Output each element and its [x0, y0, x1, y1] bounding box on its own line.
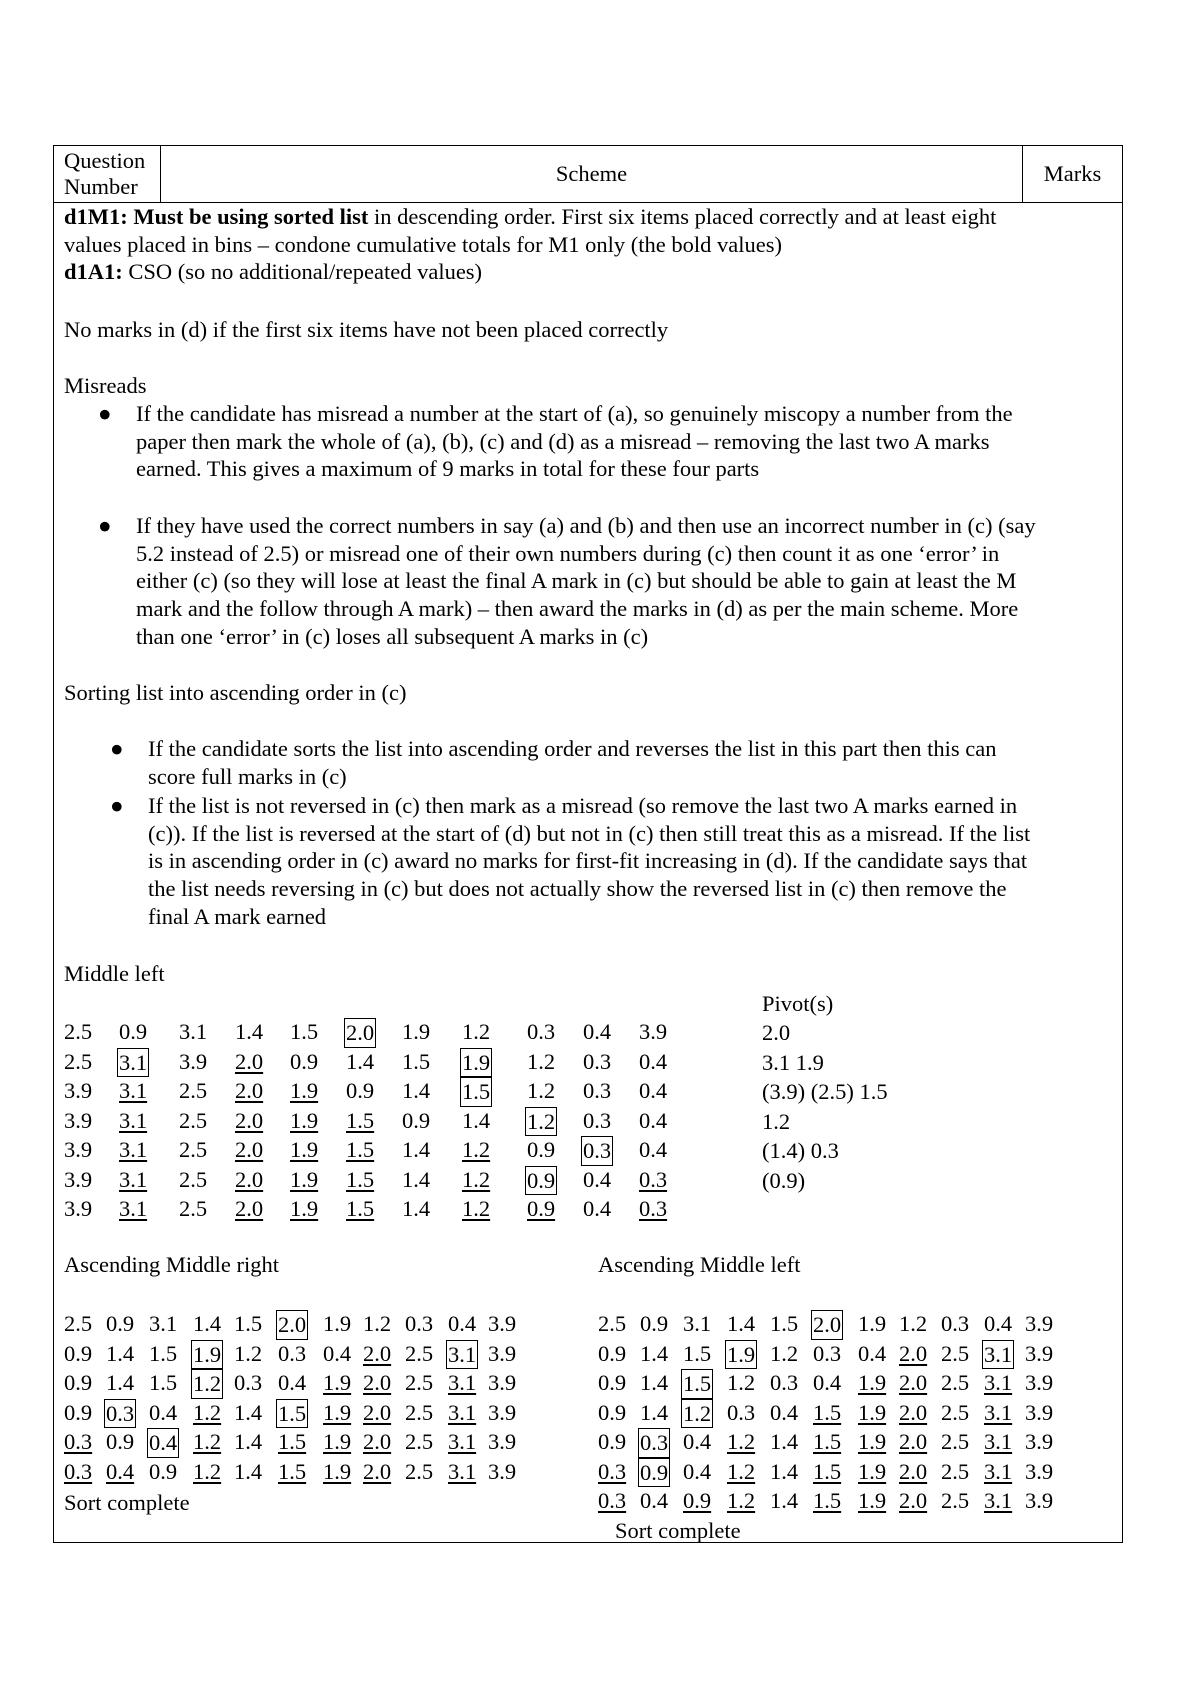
list-value: 1.4	[234, 1458, 263, 1484]
pivot-value-boxed: 1.9	[191, 1340, 223, 1370]
d1m1-bold: Must be using sorted list	[133, 204, 369, 229]
placed-value-underlined: 3.1	[984, 1370, 1013, 1395]
placed-value-underlined: 0.3	[64, 1458, 93, 1484]
placed-value-underlined: 2.0	[899, 1429, 928, 1454]
question-header-line1: Question	[64, 148, 146, 173]
sorting-b2-line4: the list needs reversing in (c) but does not actually show the reversed list in (c) then remove the	[148, 876, 1007, 902]
placed-value-underlined: 2.0	[363, 1429, 392, 1454]
list-value: 1.4	[462, 1107, 491, 1133]
placed-value-underlined: 1.9	[323, 1458, 352, 1484]
list-value: 3.9	[488, 1370, 517, 1395]
placed-value-underlined: 3.1	[448, 1370, 477, 1395]
list-value: 0.3	[278, 1340, 307, 1366]
list-value: 1.9	[858, 1311, 887, 1336]
pivot-value-boxed: 1.2	[525, 1107, 557, 1137]
list-value: 2.5	[941, 1488, 970, 1513]
placed-value-underlined: 1.5	[813, 1488, 842, 1513]
list-value: 1.4	[234, 1399, 263, 1425]
pivot-value-boxed: 0.9	[638, 1458, 670, 1488]
list-value: 1.4	[106, 1370, 135, 1395]
pivot-row: 1.2	[762, 1108, 791, 1134]
list-value: 1.4	[402, 1196, 431, 1221]
bullet-icon: ●	[98, 401, 112, 426]
marks-header: Marks	[1043, 161, 1102, 186]
list-value: 0.4	[639, 1107, 668, 1133]
pivot-value-boxed: 3.1	[446, 1340, 478, 1370]
list-value: 2.5	[405, 1370, 434, 1395]
list-value: 2.5	[941, 1340, 970, 1366]
list-value: 3.9	[1025, 1311, 1054, 1336]
list-value: 3.9	[488, 1340, 517, 1366]
sorting-title: Sorting list into ascending order in (c)	[64, 680, 407, 705]
placed-value-underlined: 1.5	[346, 1107, 375, 1133]
list-value: 0.9	[106, 1311, 135, 1336]
placed-value-underlined: 1.9	[290, 1107, 319, 1133]
d1a1-text: CSO (so no additional/repeated values)	[122, 259, 483, 285]
list-value: 2.5	[64, 1019, 93, 1044]
list-value: 2.5	[179, 1078, 208, 1103]
placed-value-underlined: 1.9	[290, 1078, 319, 1103]
list-value: 1.4	[640, 1399, 669, 1425]
list-value: 0.4	[583, 1196, 612, 1221]
pivot-value-boxed: 3.1	[982, 1340, 1014, 1370]
asc-right-complete: Sort complete	[64, 1490, 190, 1515]
placed-value-underlined: 2.0	[363, 1370, 392, 1395]
placed-value-underlined: 2.0	[899, 1340, 928, 1366]
list-value: 3.9	[64, 1137, 93, 1162]
placed-value-underlined: 3.1	[119, 1078, 148, 1103]
list-value: 1.4	[770, 1458, 799, 1484]
placed-value-underlined: 2.0	[899, 1458, 928, 1484]
list-value: 1.2	[727, 1370, 756, 1395]
list-value: 3.9	[639, 1019, 668, 1044]
list-value: 3.9	[64, 1107, 93, 1133]
placed-value-underlined: 2.0	[235, 1048, 264, 1074]
placed-value-underlined: 1.5	[813, 1458, 842, 1484]
placed-value-underlined: 0.3	[598, 1488, 627, 1513]
list-value: 1.4	[402, 1137, 431, 1162]
placed-value-underlined: 3.1	[119, 1166, 148, 1192]
placed-value-underlined: 1.5	[813, 1429, 842, 1454]
bullet-icon: ●	[98, 513, 112, 538]
misreads-b1-line1: If the candidate has misread a number at the start of (a), so genuinely miscopy a number from the	[136, 401, 1013, 426]
placed-value-underlined: 2.0	[235, 1196, 264, 1221]
list-value: 3.9	[179, 1048, 208, 1074]
list-value: 2.5	[405, 1429, 434, 1454]
placed-value-underlined: 0.3	[639, 1196, 668, 1221]
list-value: 1.4	[640, 1370, 669, 1395]
list-value: 2.5	[64, 1048, 93, 1074]
placed-value-underlined: 3.1	[984, 1458, 1013, 1484]
list-value: 2.5	[405, 1458, 434, 1484]
list-value: 1.4	[346, 1048, 375, 1074]
pivot-value-boxed: 2.0	[276, 1310, 308, 1340]
list-value: 1.5	[402, 1048, 431, 1074]
list-value: 0.9	[64, 1370, 93, 1395]
list-value: 0.3	[527, 1019, 556, 1044]
d1m1-line2: values placed in bins – condone cumulative totals for M1 only (the bold values)	[64, 231, 782, 257]
misreads-b2-line2: 5.2 instead of 2.5) or misread one of their own numbers during (c) then count it as one ‘error’ in	[136, 540, 1000, 566]
list-value: 1.4	[402, 1078, 431, 1103]
pivot-row: (3.9) (2.5) 1.5	[762, 1079, 888, 1104]
no-marks-note: No marks in (d) if the first six items have not been placed correctly	[64, 317, 669, 342]
list-value: 0.9	[598, 1340, 627, 1366]
list-value: 0.4	[639, 1137, 668, 1162]
pivot-value-boxed: 1.5	[460, 1077, 492, 1107]
sorting-b2-line2: (c)). If the list is reversed at the start of (d) but not in (c) then still treat this as a misread. If the list	[148, 820, 1031, 846]
list-value: 1.5	[149, 1340, 178, 1366]
table-header	[54, 146, 1122, 203]
misreads-b2-line5: than one ‘error’ in (c) loses all subsequent A marks in (c)	[136, 623, 649, 649]
list-value: 1.5	[149, 1370, 178, 1395]
list-value: 2.5	[941, 1458, 970, 1484]
list-value: 3.9	[64, 1196, 93, 1221]
list-value: 2.5	[941, 1429, 970, 1454]
list-value: 0.9	[402, 1107, 431, 1133]
list-value: 0.4	[323, 1340, 352, 1366]
list-value: 0.3	[583, 1048, 612, 1074]
placed-value-underlined: 2.0	[235, 1137, 264, 1162]
list-value: 0.3	[234, 1370, 263, 1395]
placed-value-underlined: 1.5	[346, 1137, 375, 1162]
placed-value-underlined: 0.4	[106, 1458, 135, 1484]
scheme-body	[64, 203, 1114, 286]
list-value: 0.9	[640, 1311, 669, 1336]
list-value: 1.2	[462, 1019, 491, 1044]
list-value: 1.2	[527, 1078, 556, 1103]
list-value: 0.4	[149, 1399, 178, 1425]
list-value: 0.4	[448, 1311, 477, 1336]
list-value: 1.2	[363, 1311, 392, 1336]
misreads-title: Misreads	[64, 373, 147, 398]
list-value: 0.4	[640, 1488, 669, 1513]
placed-value-underlined: 1.2	[462, 1196, 491, 1221]
pivot-row: 2.0	[762, 1020, 791, 1045]
placed-value-underlined: 3.1	[984, 1488, 1013, 1513]
placed-value-underlined: 1.2	[727, 1429, 756, 1454]
list-value: 1.2	[234, 1340, 263, 1366]
list-value: 1.5	[290, 1019, 319, 1044]
placed-value-underlined: 1.9	[290, 1166, 319, 1192]
list-value: 0.9	[149, 1458, 178, 1484]
d1m1-label: d1M1:	[64, 204, 128, 229]
placed-value-underlined: 1.9	[858, 1488, 887, 1513]
placed-value-underlined: 1.2	[193, 1399, 222, 1425]
list-value: 1.4	[770, 1429, 799, 1454]
placed-value-underlined: 1.9	[323, 1370, 352, 1395]
placed-value-underlined: 1.5	[346, 1196, 375, 1221]
list-value: 3.9	[64, 1078, 93, 1103]
placed-value-underlined: 3.1	[448, 1399, 477, 1425]
list-value: 0.4	[683, 1429, 712, 1454]
list-value: 1.9	[323, 1311, 352, 1336]
list-value: 1.5	[770, 1311, 799, 1336]
pivot-value-boxed: 2.0	[344, 1018, 376, 1048]
list-value: 0.3	[941, 1311, 970, 1336]
pivot-row: (0.9)	[762, 1167, 806, 1193]
sorting-b2-line3: is in ascending order in (c) award no marks for first-fit increasing in (d). If the candidate says that	[148, 848, 1028, 874]
asc-left-complete: Sort complete	[615, 1518, 741, 1543]
list-value: 0.9	[64, 1399, 93, 1425]
placed-value-underlined: 1.5	[278, 1458, 307, 1484]
asc-left-title: Ascending Middle left	[598, 1252, 801, 1277]
placed-value-underlined: 3.1	[984, 1399, 1013, 1425]
list-value: 1.4	[640, 1340, 669, 1366]
list-value: 0.4	[813, 1370, 842, 1395]
list-value: 0.4	[583, 1019, 612, 1044]
list-value: 2.5	[405, 1340, 434, 1366]
list-value: 0.3	[813, 1340, 842, 1366]
placed-value-underlined: 1.9	[290, 1137, 319, 1162]
list-value: 1.4	[235, 1019, 264, 1044]
placed-value-underlined: 1.5	[813, 1399, 842, 1425]
list-value: 0.9	[598, 1370, 627, 1395]
placed-value-underlined: 2.0	[363, 1458, 392, 1484]
d1m1-line1	[64, 203, 1114, 231]
pivots-list	[762, 1018, 888, 1195]
list-value: 2.5	[405, 1399, 434, 1425]
placed-value-underlined: 0.9	[683, 1488, 712, 1513]
placed-value-underlined: 3.1	[448, 1458, 477, 1484]
list-value: 0.3	[583, 1078, 612, 1103]
placed-value-underlined: 2.0	[235, 1166, 264, 1192]
scheme-header: Scheme	[161, 146, 1023, 202]
list-value: 3.9	[488, 1311, 517, 1336]
list-value: 2.5	[179, 1196, 208, 1221]
pivot-row: (1.4) 0.3	[762, 1138, 839, 1163]
misreads-b2-line4: mark and the follow through A mark) – then award the marks in (d) as per the main scheme. More	[136, 596, 1019, 622]
placed-value-underlined: 1.9	[858, 1429, 887, 1454]
placed-value-underlined: 1.5	[278, 1429, 307, 1454]
list-value: 3.9	[1025, 1340, 1054, 1366]
list-value: 0.4	[683, 1458, 712, 1484]
list-value: 0.4	[639, 1078, 668, 1103]
placed-value-underlined: 1.2	[462, 1166, 491, 1192]
list-value: 0.9	[527, 1137, 556, 1162]
placed-value-underlined: 0.3	[598, 1458, 627, 1484]
list-value: 1.4	[193, 1311, 222, 1336]
list-value: 0.3	[727, 1399, 756, 1425]
pivot-value-boxed: 1.2	[681, 1399, 713, 1429]
list-value: 3.1	[179, 1019, 208, 1044]
list-value: 3.1	[683, 1311, 712, 1336]
list-value: 1.2	[527, 1048, 556, 1074]
placed-value-underlined: 1.9	[858, 1458, 887, 1484]
list-value: 0.9	[346, 1078, 375, 1103]
placed-value-underlined: 2.0	[899, 1399, 928, 1425]
placed-value-underlined: 1.9	[290, 1196, 319, 1221]
placed-value-underlined: 0.3	[639, 1166, 668, 1192]
placed-value-underlined: 1.5	[346, 1166, 375, 1192]
placed-value-underlined: 2.0	[235, 1107, 264, 1133]
pivot-row: 3.1 1.9	[762, 1049, 824, 1075]
list-value: 1.4	[402, 1166, 431, 1192]
placed-value-underlined: 0.9	[527, 1196, 556, 1221]
sorting-b1-line1: If the candidate sorts the list into ascending order and reverses the list in this part then this can	[148, 736, 997, 761]
misreads-b1-line3: earned. This gives a maximum of 9 marks in total for these four parts	[136, 456, 760, 482]
placed-value-underlined: 1.9	[323, 1399, 352, 1425]
list-value: 0.3	[583, 1107, 612, 1133]
placed-value-underlined: 1.2	[462, 1137, 491, 1162]
list-value: 1.4	[234, 1429, 263, 1454]
placed-value-underlined: 1.9	[858, 1370, 887, 1395]
list-value: 1.2	[770, 1340, 799, 1366]
placed-value-underlined: 1.9	[858, 1399, 887, 1425]
list-value: 0.4	[583, 1166, 612, 1192]
asc-right-title: Ascending Middle right	[64, 1252, 279, 1277]
bullet-icon: ●	[110, 793, 124, 818]
pivots-title: Pivot(s)	[762, 991, 834, 1016]
placed-value-underlined: 2.0	[235, 1078, 264, 1103]
list-value: 0.9	[290, 1048, 319, 1074]
list-value: 0.9	[106, 1429, 135, 1454]
list-value: 2.5	[941, 1370, 970, 1395]
d1a1-line	[64, 258, 1114, 286]
sorting-b2-line5: final A mark earned	[148, 903, 327, 929]
list-value: 3.9	[488, 1458, 517, 1484]
question-number-header	[54, 146, 161, 202]
list-value: 0.9	[119, 1019, 148, 1044]
list-value: 0.4	[770, 1399, 799, 1425]
list-value: 1.2	[899, 1311, 928, 1336]
list-value: 3.9	[1025, 1399, 1054, 1425]
placed-value-underlined: 2.0	[899, 1488, 928, 1513]
placed-value-underlined: 1.2	[193, 1458, 222, 1484]
pivot-value-boxed: 1.9	[460, 1048, 492, 1078]
placed-value-underlined: 3.1	[119, 1107, 148, 1133]
list-value: 0.4	[858, 1340, 887, 1366]
list-value: 1.9	[402, 1019, 431, 1044]
list-value: 3.9	[64, 1166, 93, 1192]
pivot-value-boxed: 1.5	[681, 1369, 713, 1399]
sorting-b1-line2: score full marks in (c)	[148, 763, 347, 789]
pivot-value-boxed: 1.9	[725, 1340, 757, 1370]
list-value: 3.9	[1025, 1370, 1054, 1395]
bullet-icon: ●	[110, 736, 124, 761]
list-value: 0.4	[984, 1311, 1013, 1336]
pivot-value-boxed: 0.3	[104, 1399, 136, 1429]
list-value: 2.5	[598, 1311, 627, 1336]
list-value: 0.4	[639, 1048, 668, 1074]
list-value: 0.9	[64, 1340, 93, 1366]
list-value: 3.9	[1025, 1488, 1054, 1513]
pivot-value-boxed: 0.3	[581, 1136, 613, 1166]
list-value: 1.4	[770, 1488, 799, 1513]
placed-value-underlined: 1.9	[323, 1429, 352, 1454]
pivot-value-boxed: 0.9	[525, 1166, 557, 1196]
sorting-b2-line1: If the list is not reversed in (c) then mark as a misread (so remove the last two A marks earned in	[148, 793, 1018, 818]
list-value: 0.9	[598, 1399, 627, 1425]
list-value: 1.4	[727, 1311, 756, 1336]
pivot-value-boxed: 0.4	[147, 1428, 179, 1458]
misreads-b2-line3: either (c) (so they will lose at least the final A mark in (c) but should be able to gain at least the M	[136, 568, 1017, 594]
list-value: 3.9	[1025, 1458, 1054, 1484]
list-value: 1.5	[683, 1340, 712, 1366]
list-value: 3.9	[488, 1399, 517, 1425]
misreads-b1-line2: paper then mark the whole of (a), (b), (c) and (d) as a misread – removing the last two A marks	[136, 428, 990, 454]
placed-value-underlined: 3.1	[448, 1429, 477, 1454]
list-value: 2.5	[179, 1137, 208, 1162]
list-value: 2.5	[179, 1166, 208, 1192]
d1m1-rest: in descending order. First six items placed correctly and at least eight	[368, 204, 997, 229]
d1a1-label: d1A1:	[64, 259, 123, 285]
placed-value-underlined: 1.2	[727, 1488, 756, 1513]
placed-value-underlined: 2.0	[899, 1370, 928, 1395]
misreads-b2-line1: If they have used the correct numbers in say (a) and (b) and then use an incorrect number in (c) (say	[136, 513, 1036, 538]
list-value: 1.4	[106, 1340, 135, 1366]
pivot-value-boxed: 3.1	[117, 1048, 149, 1078]
list-value: 3.9	[1025, 1429, 1054, 1454]
pivot-value-boxed: 1.5	[276, 1399, 308, 1429]
placed-value-underlined: 0.3	[64, 1429, 93, 1454]
placed-value-underlined: 1.2	[193, 1429, 222, 1454]
list-value: 0.9	[598, 1429, 627, 1454]
list-value: 3.9	[488, 1429, 517, 1454]
list-value: 2.5	[941, 1399, 970, 1425]
question-header-line2: Number	[64, 174, 138, 199]
list-value: 3.1	[149, 1311, 178, 1336]
placed-value-underlined: 3.1	[984, 1429, 1013, 1454]
pivot-value-boxed: 2.0	[811, 1310, 843, 1340]
placed-value-underlined: 1.2	[727, 1458, 756, 1484]
list-value: 2.5	[64, 1311, 93, 1336]
pivot-value-boxed: 1.2	[191, 1369, 223, 1399]
list-value: 0.3	[405, 1311, 434, 1336]
list-value: 2.5	[179, 1107, 208, 1133]
placed-value-underlined: 2.0	[363, 1399, 392, 1425]
placed-value-underlined: 3.1	[119, 1196, 148, 1221]
list-value: 0.3	[770, 1370, 799, 1395]
middle-left-title: Middle left	[64, 961, 165, 986]
list-value: 0.4	[278, 1370, 307, 1395]
pivot-value-boxed: 0.3	[638, 1428, 670, 1458]
list-value: 1.5	[234, 1311, 263, 1336]
placed-value-underlined: 2.0	[363, 1340, 392, 1366]
placed-value-underlined: 3.1	[119, 1137, 148, 1162]
